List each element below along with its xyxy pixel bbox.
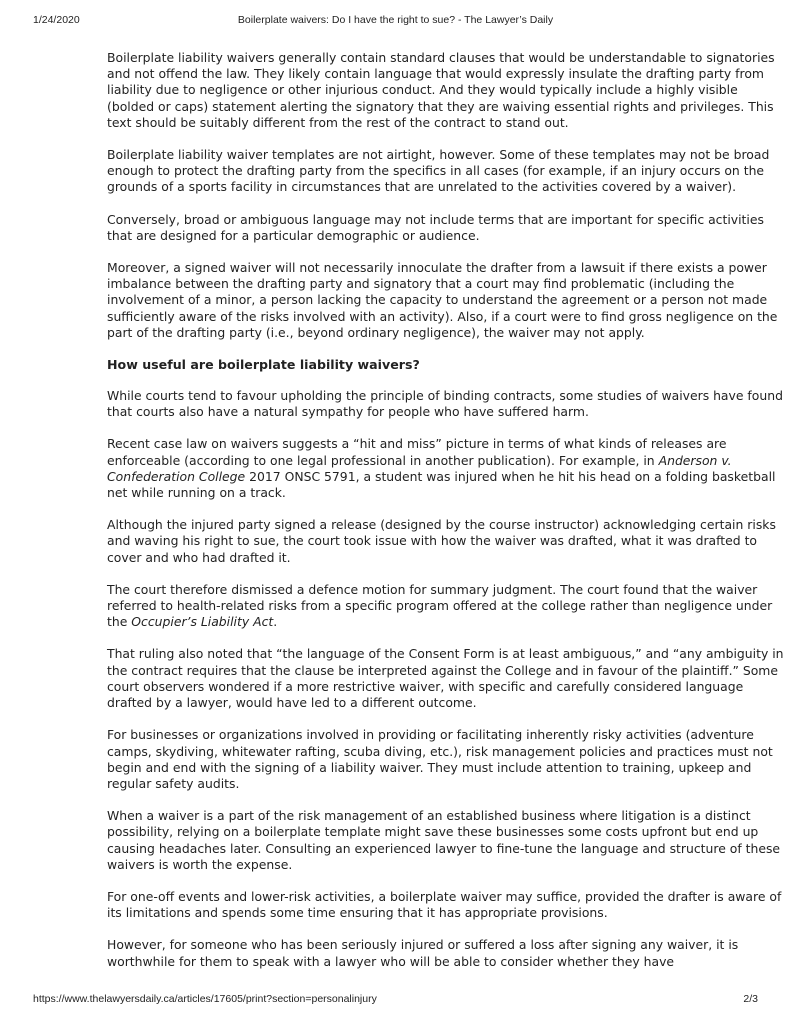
print-footer	[0, 993, 791, 1007]
paragraph-6-text-a: Recent case law on waivers suggests a “hit and miss” picture in terms of what kinds of releases are enforceable (according to one legal professional in another publication). For example, in	[107, 436, 727, 468]
paragraph-6	[107, 436, 784, 501]
paragraph-8	[107, 582, 784, 631]
paragraph-7: Although the injured party signed a release (designed by the course instructor) acknowledging certain risks and waving his right to sue, the court took issue with how the waiver was drafted, what it was drafted to cover and who had drafted it.	[107, 517, 776, 565]
paragraph-9: That ruling also noted that “the language of the Consent Form is at least ambiguous,” and “any ambiguity in the contract requires that the clause be interpreted against the College and in favour of the plaintiff.” Some court observers wondered if a more restrictive waiver, with specific and carefully considered language drafted by a lawyer, would have led to a different outcome.	[107, 646, 784, 711]
case-name: Anderson v. Confederation College	[107, 452, 732, 484]
paragraph-12: For one-off events and lower-risk activities, a boilerplate waiver may suffice, provided the drafter is aware of its limitations and spends some time ensuring that it has appropriate provisions.	[107, 888, 782, 921]
section-heading: How useful are boilerplate liability waivers?	[107, 357, 420, 373]
print-header	[0, 14, 791, 28]
paragraph-11: When a waiver is a part of the risk management of an established business where litigation is a distinct possibility, relying on a boilerplate template might save these businesses some costs upfront but end up causing headaches later. Consulting an experienced lawyer to fine-tune the language and structure of these waivers is worth the expense.	[107, 808, 781, 872]
paragraph-5: While courts tend to favour upholding the principle of binding contracts, some studies of waivers have found that courts also have a natural sympathy for people who have suffered harm.	[107, 388, 783, 420]
paragraph-4: Moreover, a signed waiver will not necessarily innoculate the drafter from a lawsuit if there exists a power imbalance between the drafting party and signatory that a court may find problematic (including the involvement of a minor, a person lacking the capacity to understand the agreement or a person not made sufficiently aware of the risks involved with an activity). Also, if a court were to find gross negligence on the part of the drafting party (i.e., beyond ordinary negligence), the waiver may not apply.	[107, 260, 778, 340]
paragraph-10: For businesses or organizations involved in providing or facilitating inherently risky activities (adventure camps, skydiving, whitewater rafting, scuba diving, etc.), risk management policies and practices must not begin and end with the signing of a liability waiver. They must include attention to training, upkeep and regular safety audits.	[107, 727, 773, 791]
article-body	[107, 50, 784, 986]
print-date: 1/24/2020	[33, 14, 80, 26]
print-page-title: Boilerplate waivers: Do I have the right to sue? - The Lawyer’s Daily	[237, 14, 554, 26]
page-number: 2/3	[743, 993, 758, 1005]
paragraph-8-text-b: .	[273, 614, 278, 630]
paragraph-2: Boilerplate liability waiver templates are not airtight, however. Some of these templates may not be broad enough to protect the drafting party from the specifics in all cases (for example, if an injury occurs on the grounds of a sports facility in circumstances that are unrelated to the activities covered by a waiver).	[107, 147, 770, 195]
paragraph-3: Conversely, broad or ambiguous language may not include terms that are important for specific activities that are designed for a particular demographic or audience.	[107, 211, 764, 243]
act-name: Occupier’s Liability Act	[131, 614, 274, 630]
paragraph-1: Boilerplate liability waivers generally contain standard clauses that would be understandable to signatories and not offend the law. They likely contain language that would expressly insulate the drafting party from liability due to negligence or other injurious conduct. And they would typically include a highly visible (bolded or caps) statement alerting the signatory that they are waiving essential rights and privileges. This text should be suitably different from the rest of the contract to stand out.	[107, 50, 775, 130]
paragraph-6-text-b: 2017 ONSC 5791, a student was injured when he hit his head on a folding basketball net while running on a track.	[107, 468, 776, 501]
print-url: https://www.thelawyersdaily.ca/articles/17605/print?section=personalinjury	[33, 993, 377, 1005]
paragraph-13: However, for someone who has been seriously injured or suffered a loss after signing any waiver, it is worthwhile for them to speak with a lawyer who will be able to consider whether they have	[107, 937, 739, 969]
paragraph-8-text-a: The court therefore dismissed a defence motion for summary judgment. The court found that the waiver referred to health-related risks from a specific program offered at the college rather than negligence under the	[107, 581, 773, 630]
